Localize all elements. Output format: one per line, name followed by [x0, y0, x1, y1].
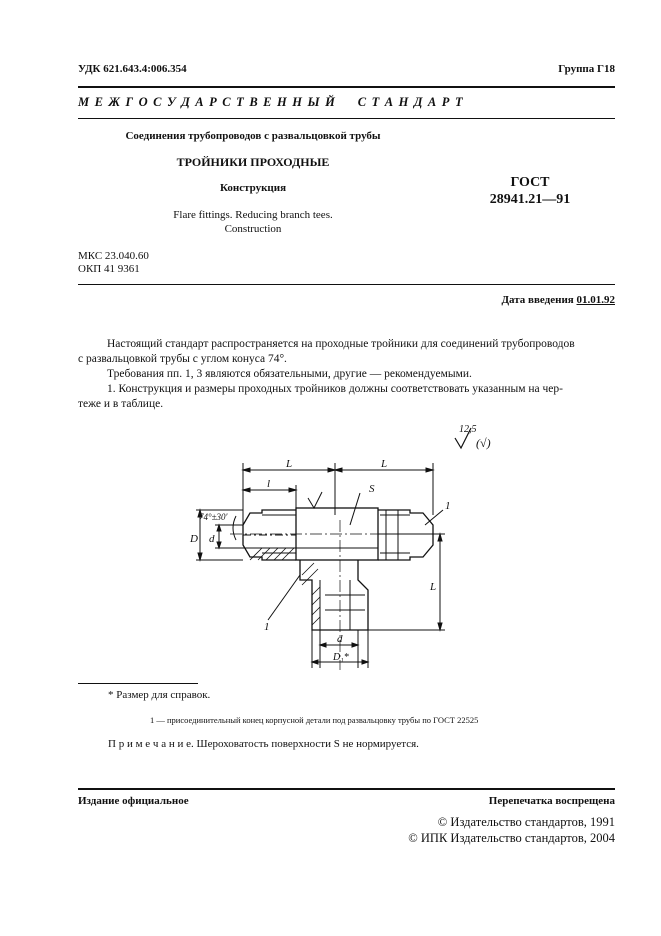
- label-1-right: 1: [445, 500, 451, 512]
- standard-banner: М Е Ж Г О С У Д А Р С Т В Е Н Н Ы Й С Т А Н Д А Р Т: [78, 95, 464, 109]
- label-1-bottom: 1: [264, 621, 270, 633]
- tee-fitting-drawing: [0, 410, 661, 680]
- subject-line: Соединения трубопроводов с развальцовкой трубы: [125, 130, 381, 142]
- item-note: 1 — присоединительный конец корпусной детали под развальцовку трубы по ГОСТ 22525: [150, 715, 479, 725]
- roughness-value: 12,5: [459, 424, 477, 435]
- reprint-label: Перепечатка воспрещена: [488, 795, 615, 807]
- label-angle: 74°±30′: [199, 512, 228, 522]
- note-text: Шероховатость поверхности S не нормируется.: [196, 738, 419, 750]
- header-rule-bottom: [78, 118, 615, 119]
- paragraph-1-line-1: Настоящий стандарт распространяется на проходные тройники для соединений трубопроводов: [107, 338, 575, 350]
- label-D1: D₁*: [333, 652, 349, 663]
- document-subtitle: Конструкция: [219, 182, 287, 194]
- label-L-vertical: L: [430, 581, 437, 593]
- footnote-rule: [78, 683, 198, 684]
- intro-date-label: Дата введения: [501, 294, 574, 306]
- roughness-paren: (√): [476, 436, 491, 450]
- paragraph-3-line-2: теже и в таблице.: [78, 398, 164, 410]
- label-L-left: L: [286, 458, 293, 470]
- label-d-left: d: [209, 533, 215, 545]
- gost-label: ГОСТ: [510, 175, 550, 190]
- intro-date: [501, 294, 615, 306]
- edition-label: Издание официальное: [78, 795, 189, 807]
- label-L-right: L: [381, 458, 388, 470]
- paragraph-2: Требования пп. 1, 3 являются обязательными, другие — рекомендуемыми.: [107, 368, 472, 380]
- header-rule-top: [78, 86, 615, 88]
- intro-date-value: 01.01.92: [576, 294, 615, 306]
- footer-rule: [78, 788, 615, 790]
- paragraph-1-line-2: с развальцовкой трубы с углом конуса 74°.: [78, 353, 287, 365]
- label-d-bottom: d: [337, 633, 343, 645]
- label-D: D: [190, 533, 198, 545]
- english-title-line1: Flare fittings. Reducing branch tees.: [173, 209, 333, 221]
- group-code: Группа Г18: [558, 63, 615, 75]
- okp-code: ОКП 41 9361: [78, 263, 140, 275]
- note: [108, 738, 419, 750]
- gost-number: 28941.21—91: [489, 192, 571, 207]
- note-prefix: П р и м е ч а н и е.: [108, 738, 194, 750]
- udk-code: УДК 621.643.4:006.354: [78, 63, 187, 75]
- label-l: l: [267, 478, 271, 490]
- english-title-line2: Construction: [224, 223, 282, 235]
- mks-code: МКС 23.040.60: [78, 250, 149, 262]
- asterisk-footnote: * Размер для справок.: [108, 689, 211, 701]
- copyright-2004: © ИПК Издательство стандартов, 2004: [408, 831, 615, 845]
- document-title: ТРОЙНИКИ ПРОХОДНЫЕ: [176, 155, 330, 169]
- copyright-1991: © Издательство стандартов, 1991: [437, 815, 615, 829]
- title-block-rule: [78, 284, 615, 285]
- label-S: S: [369, 483, 375, 495]
- paragraph-3-line-1: 1. Конструкция и размеры проходных тройников должны соответствовать указанным на чер-: [107, 383, 563, 395]
